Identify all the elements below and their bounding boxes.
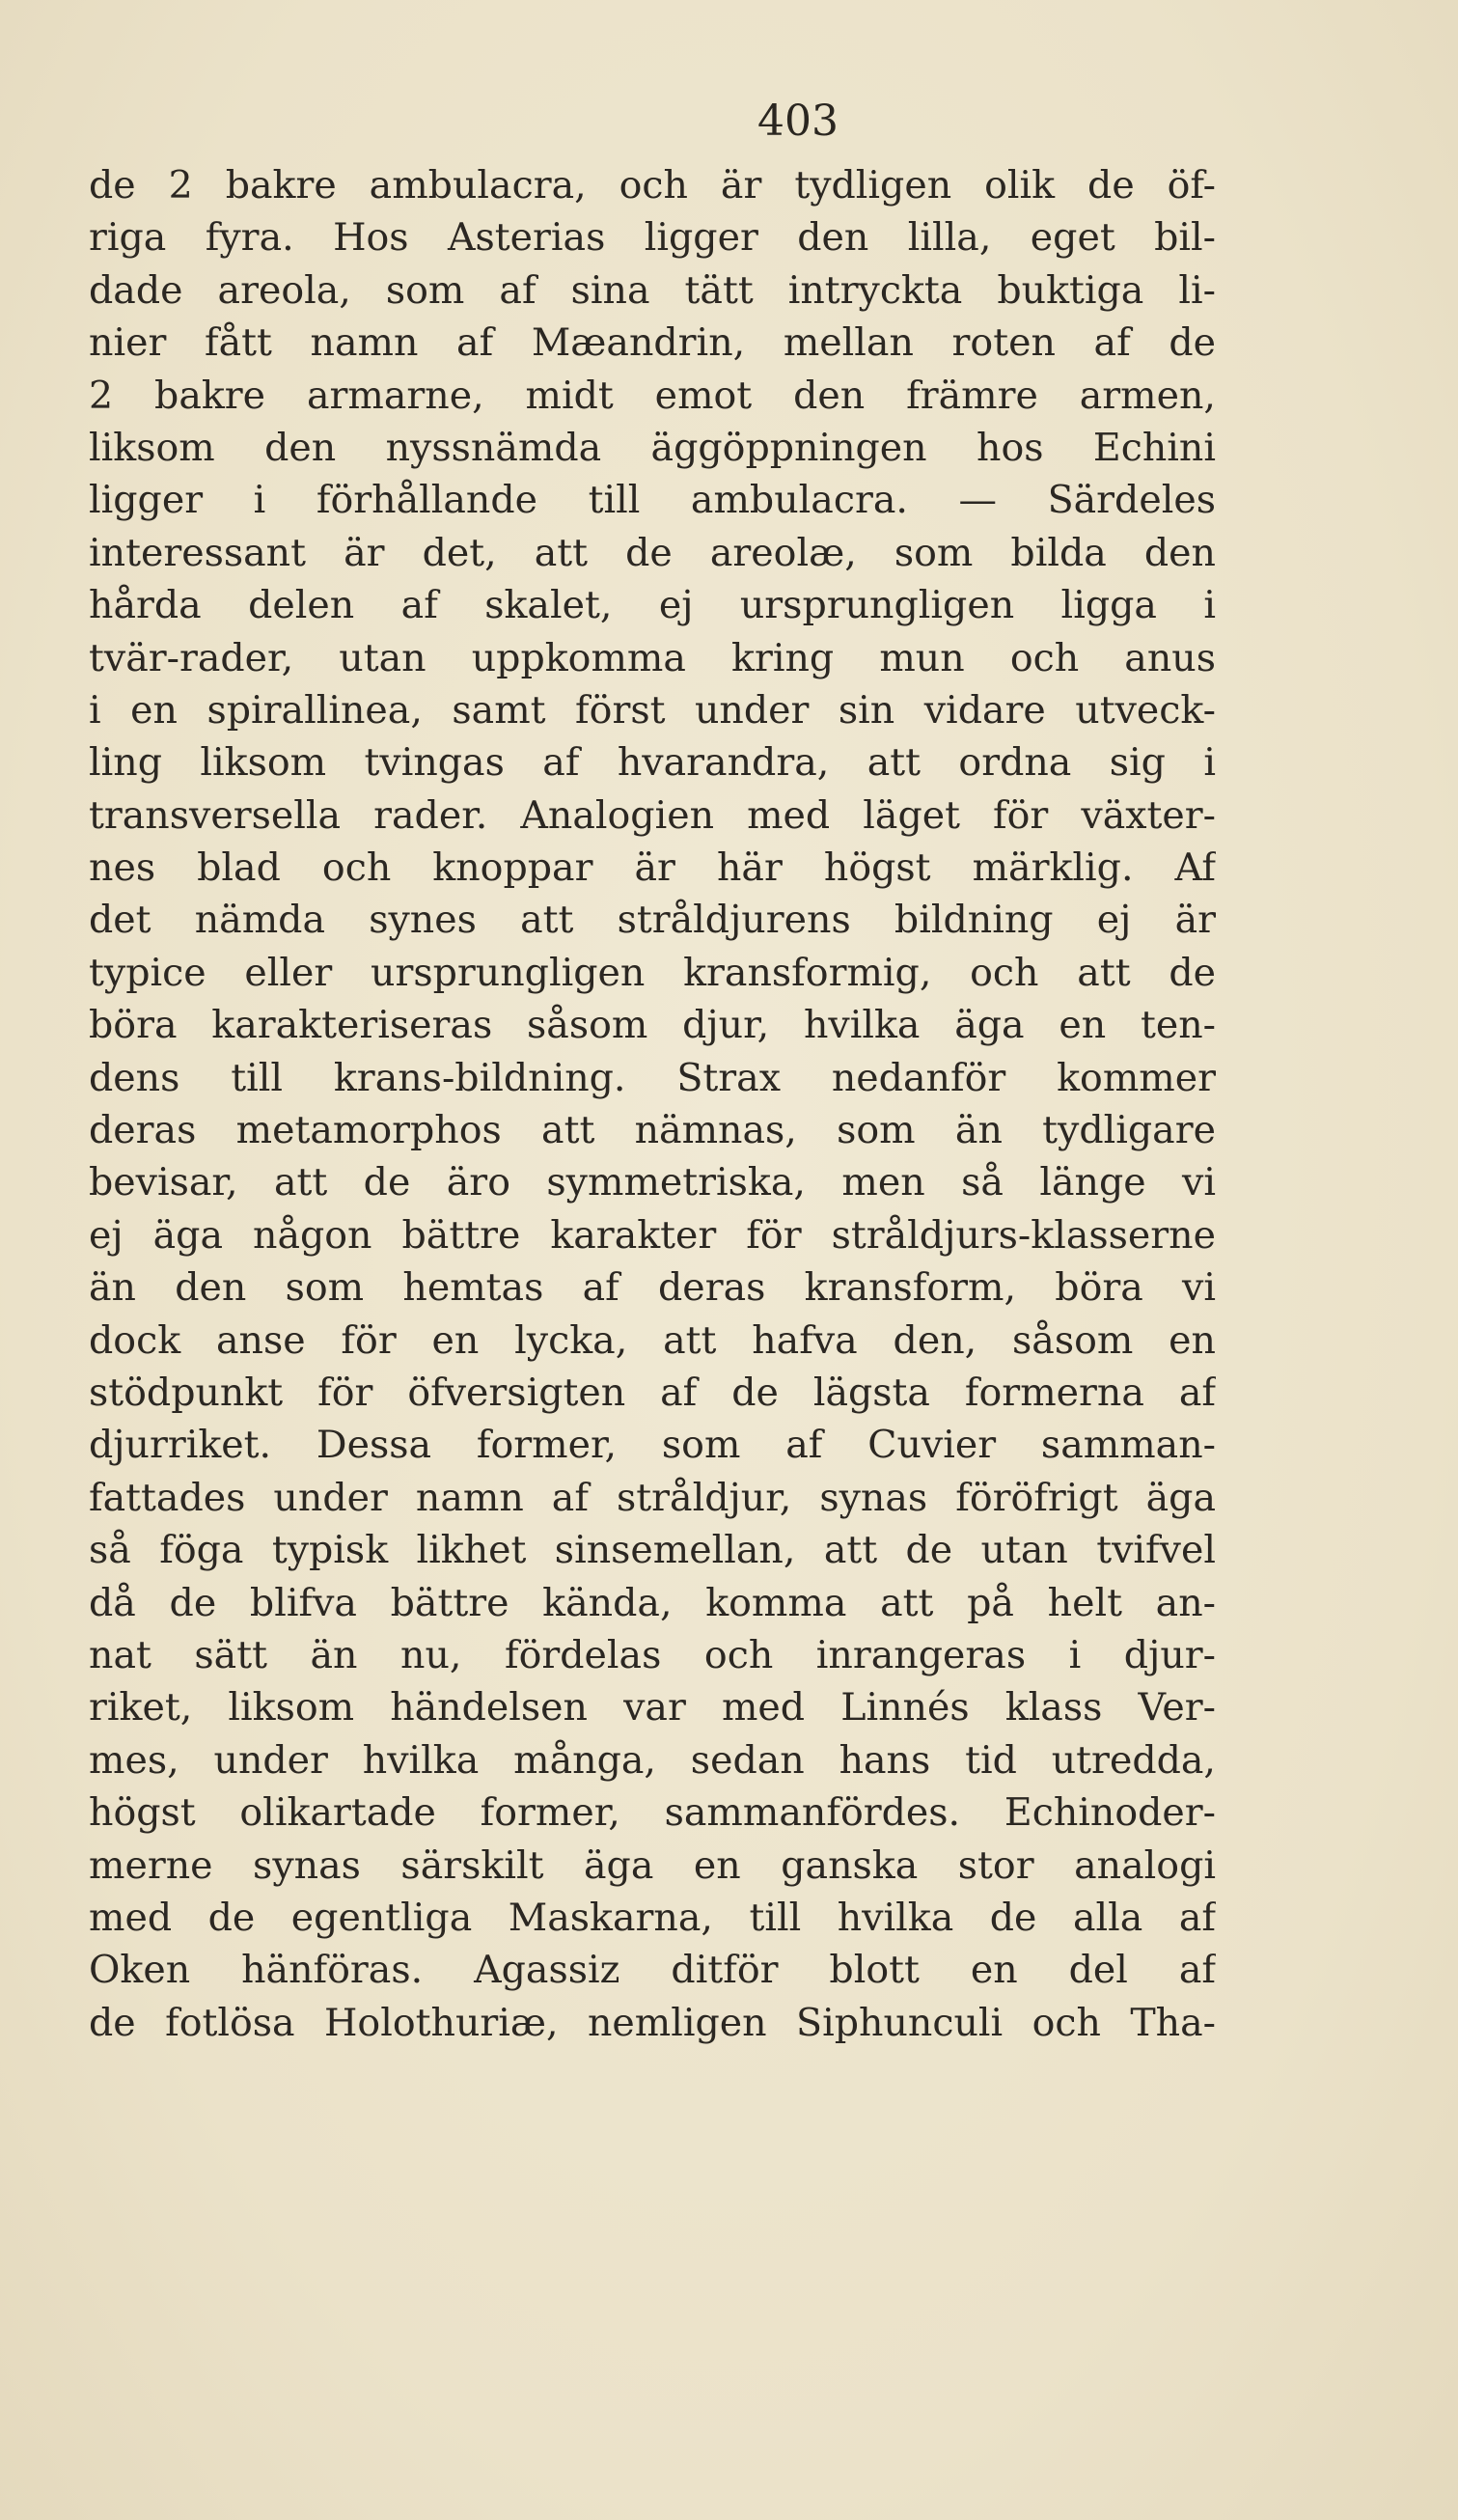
text-line: de fotlösa Holothuriæ, nemligen Siphunculi och Tha-: [89, 2000, 1216, 2045]
text-line: nier fått namn af Mæandrin, mellan roten af de: [89, 320, 1216, 366]
text-line: så föga typisk likhet sinsemellan, att de utan tvifvel: [89, 1528, 1216, 1573]
text-line: dock anse för en lycka, att hafva den, såsom en: [89, 1317, 1216, 1363]
text-line: ligger i förhållande till ambulacra. — Särdeles: [89, 478, 1216, 523]
text-line: då de blifva bättre kända, komma att på helt an-: [89, 1580, 1216, 1625]
text-line: nat sätt än nu, fördelas och inrangeras i djur-: [89, 1632, 1216, 1677]
text-line: riket, liksom händelsen var med Linnés klass Ver-: [89, 1685, 1216, 1731]
text-line: med de egentliga Maskarna, till hvilka de alla af: [89, 1895, 1216, 1940]
text-line: ling liksom tvingas af hvarandra, att ordna sig i: [89, 740, 1216, 786]
text-line: interessant är det, att de areolæ, som bilda den: [89, 530, 1216, 575]
text-line: högst olikartade former, sammanfördes. Echinoder-: [89, 1790, 1216, 1836]
text-line: i en spirallinea, samt först under sin vidare utveck-: [89, 687, 1216, 733]
body-text: [89, 159, 1216, 2049]
text-line: transversella rader. Analogien med läget för växter-: [89, 792, 1216, 838]
text-line: hårda delen af skalet, ej ursprungligen ligga i: [89, 583, 1216, 628]
text-line: mes, under hvilka många, sedan hans tid utredda,: [89, 1737, 1216, 1783]
text-line: dens till krans-bildning. Strax nedanför kommer: [89, 1055, 1216, 1100]
text-line: liksom den nyssnämda äggöppningen hos Echini: [89, 425, 1216, 470]
text-line: typice eller ursprungligen kransformig, och att de: [89, 950, 1216, 995]
text-line: tvär-rader, utan uppkomma kring mun och anus: [89, 635, 1216, 680]
text-line: fattades under namn af stråldjur, synas föröfrigt äga: [89, 1475, 1216, 1520]
text-line: böra karakteriseras såsom djur, hvilka äga en ten-: [89, 1003, 1216, 1048]
text-line: deras metamorphos att nämnas, som än tydligare: [89, 1108, 1216, 1153]
text-line: dade areola, som af sina tätt intryckta buktiga li-: [89, 267, 1216, 313]
text-line: än den som hemtas af deras kransform, böra vi: [89, 1265, 1216, 1311]
text-line: stödpunkt för öfversigten af de lägsta formerna af: [89, 1370, 1216, 1415]
text-line: riga fyra. Hos Asterias ligger den lilla, eget bil-: [89, 215, 1216, 261]
text-line: ej äga någon bättre karakter för stråldjurs-klasserne: [89, 1212, 1216, 1258]
text-line: de 2 bakre ambulacra, och är tydligen olik de öf-: [89, 163, 1216, 208]
text-line: Oken hänföras. Agassiz ditför blott en del af: [89, 1948, 1216, 1993]
text-line: djurriket. Dessa former, som af Cuvier samman-: [89, 1423, 1216, 1468]
text-line: 2 bakre armarne, midt emot den främre armen,: [89, 373, 1216, 418]
text-line: nes blad och knoppar är här högst märklig. Af: [89, 845, 1216, 891]
text-line: merne synas särskilt äga en ganska stor analogi: [89, 1842, 1216, 1888]
page-number: 403: [757, 97, 839, 146]
text-line: det nämda synes att stråldjurens bildning ej är: [89, 898, 1216, 943]
text-line: bevisar, att de äro symmetriska, men så länge vi: [89, 1160, 1216, 1205]
